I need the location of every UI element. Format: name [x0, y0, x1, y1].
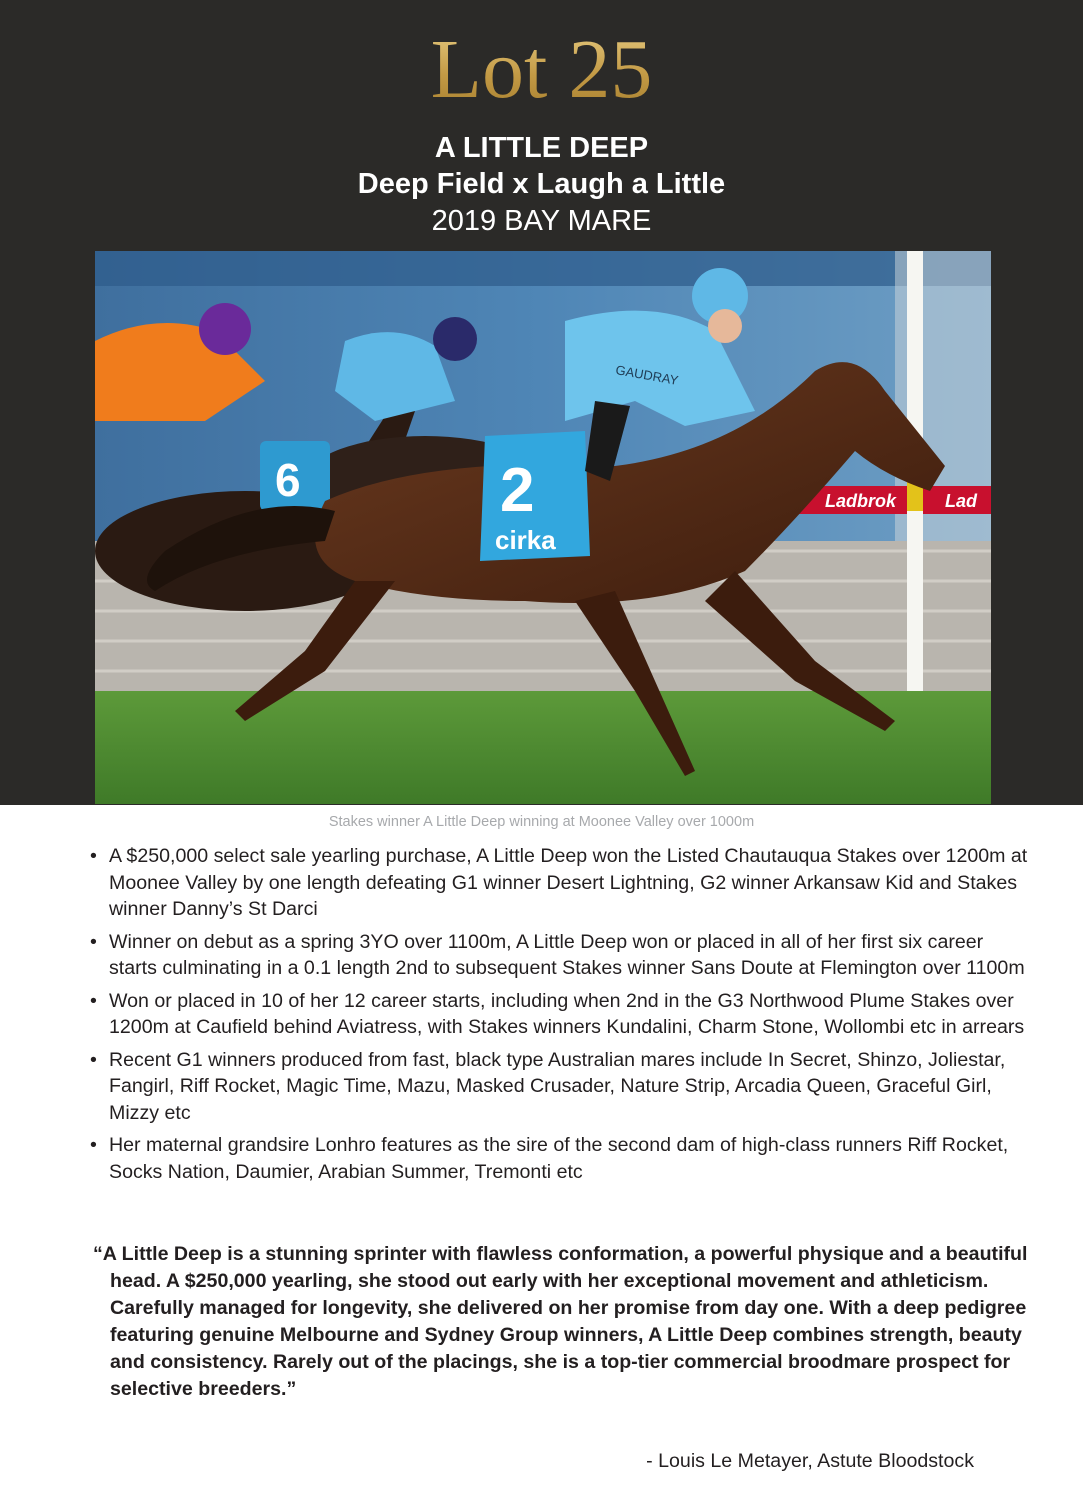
- pedigree: Deep Field x Laugh a Little: [357, 168, 726, 200]
- rail-sign-2: Lad: [945, 491, 978, 511]
- horse-name: A LITTLE DEEP: [434, 132, 649, 164]
- highlight-item: • Won or placed in 10 of her 12 career starts, including when 2nd in the G3 Northwood Plume Stakes over 1200m at Caufield behind Aviatress, with Stakes winners Kundalini, Charm Stone, Wollombi etc in arrears: [90, 988, 1030, 1041]
- rear-saddlecloth-number: 6: [275, 454, 301, 506]
- jockey-name-on-silks: GAUDRAY: [614, 362, 680, 388]
- highlight-item: • Recent G1 winners produced from fast, black type Australian mares include In Secret, Shinzo, Joliestar, Fangirl, Riff Rocket, Magic Time, Mazu, Masked Crusader, Nature Strip, Arcadia Queen, Graceful Girl, Mizzy etc: [90, 1047, 1030, 1127]
- year-and-sex: 2019 BAY MARE: [431, 205, 652, 237]
- jockey-purple-cap: [199, 303, 251, 355]
- saddlecloth-sponsor: cirka: [495, 525, 556, 555]
- highlight-item: • Her maternal grandsire Lonhro features as the sire of the second dam of high-class runners Riff Rocket, Socks Nation, Daumier, Arabian Summer, Tremonti etc: [90, 1132, 1030, 1185]
- testimonial-quote: “A Little Deep is a stunning sprinter with flawless conformation, a powerful physique and a beautiful head. A $250,000 yearling, she stood out early with her exceptional movement and athleticism. Carefully managed for longevity, she delivered on her promise from day one. With a deep pedigree featuring genuine Melbourne and Sydney Group winners, A Little Deep combines strength, beauty and consistency. Rarely out of the placings, she is a top-tier commercial broodmare prospect for selective breeders.”: [93, 1243, 1028, 1400]
- photo-caption: Stakes winner A Little Deep winning at Moonee Valley over 1000m: [328, 814, 755, 830]
- lot-number: Lot 25: [0, 22, 1083, 118]
- highlight-item: • Winner on debut as a spring 3YO over 1100m, A Little Deep won or placed in all of her first six career starts culminating in a 0.1 length 2nd to subsequent Stakes winner Sans Doute at Flemington over 1100m: [90, 929, 1030, 982]
- highlight-item: • A $250,000 select sale yearling purchase, A Little Deep won the Listed Chautauqua Stakes over 1200m at Moonee Valley by one length defeating G1 winner Desert Lightning, G2 winner Arkansaw Kid and Stakes winner Danny’s St Darci: [90, 843, 1030, 923]
- saddlecloth-number: 2: [500, 456, 535, 525]
- rail-sign-1: Ladbrok: [825, 491, 897, 511]
- highlights-list: [90, 843, 1030, 1191]
- race-photo: [95, 251, 991, 804]
- quote-attribution: - Louis Le Metayer, Astute Bloodstock: [646, 1450, 974, 1472]
